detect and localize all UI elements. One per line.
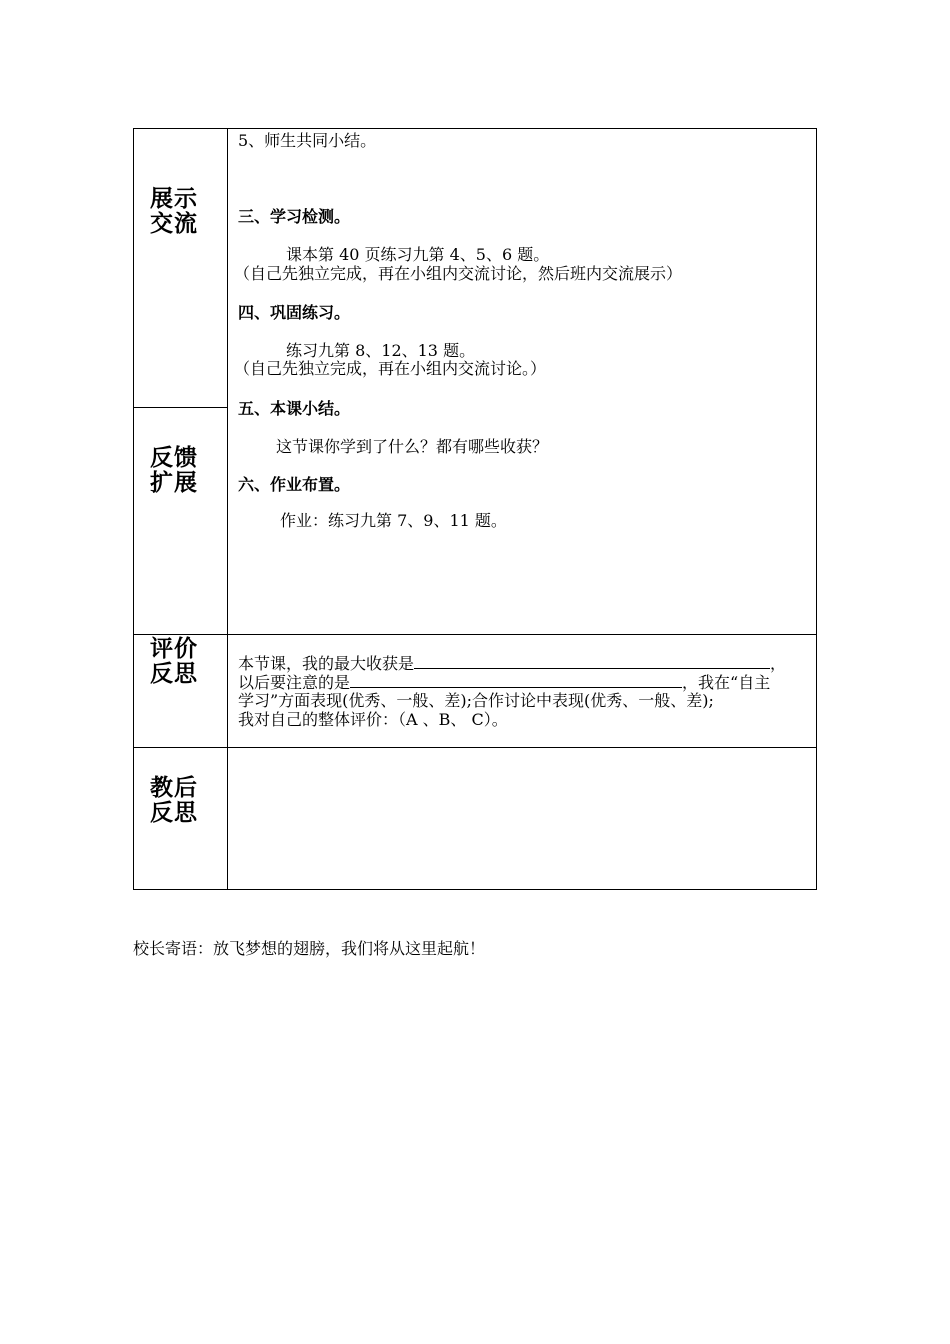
reflection-line-4: 我对自己的整体评价：（A 、B、 C）。	[238, 710, 508, 729]
row-divider-teacher	[134, 747, 816, 748]
test-task: 课本第 40 页练习九第 4、5、6 题。	[286, 245, 550, 264]
row-divider-evaluate	[134, 634, 816, 635]
reflection-harvest-label: 本节课，我的最大收获是	[238, 654, 415, 673]
practice-task: 练习九第 8、12、13 题。	[286, 341, 476, 360]
lesson-table	[133, 128, 817, 890]
reflection-attention-label: 以后要注意的是	[238, 673, 351, 692]
reflection-line-2: 以后要注意的是 ，我在“自主	[238, 673, 771, 692]
summary-step: 5、师生共同小结。	[238, 131, 377, 150]
section-label-evaluate: 评价 反思	[150, 636, 198, 687]
column-divider	[227, 129, 228, 889]
heading-learning-test: 三、学习检测。	[238, 207, 351, 226]
heading-consolidation: 四、巩固练习。	[238, 303, 351, 322]
homework-text: 作业：练习九第 7、9、11 题。	[280, 511, 507, 530]
reflection-line-3: 学习”方面表现(优秀、一般、差);合作讨论中表现(优秀、一般、差);	[238, 691, 714, 710]
section-label-display: 展示 交流	[150, 186, 198, 237]
principal-message: 校长寄语：放飞梦想的翅膀，我们将从这里起航！	[133, 939, 486, 958]
heading-lesson-summary: 五、本课小结。	[238, 399, 351, 418]
practice-note: （自己先独立完成，再在小组内交流讨论。）	[234, 359, 547, 378]
section-label-feedback: 反馈 扩展	[150, 445, 198, 496]
section-label-teacher: 教后 反思	[150, 775, 198, 826]
heading-homework: 六、作业布置。	[238, 475, 351, 494]
left-row-divider	[134, 407, 227, 408]
test-note: （自己先独立完成，再在小组内交流讨论，然后班内交流展示）	[234, 264, 683, 283]
reflection-line-1: 本节课，我的最大收获是 ，	[238, 654, 787, 673]
attention-blank	[350, 672, 682, 688]
summary-question: 这节课你学到了什么？都有哪些收获？	[276, 437, 549, 456]
harvest-blank	[414, 653, 770, 669]
